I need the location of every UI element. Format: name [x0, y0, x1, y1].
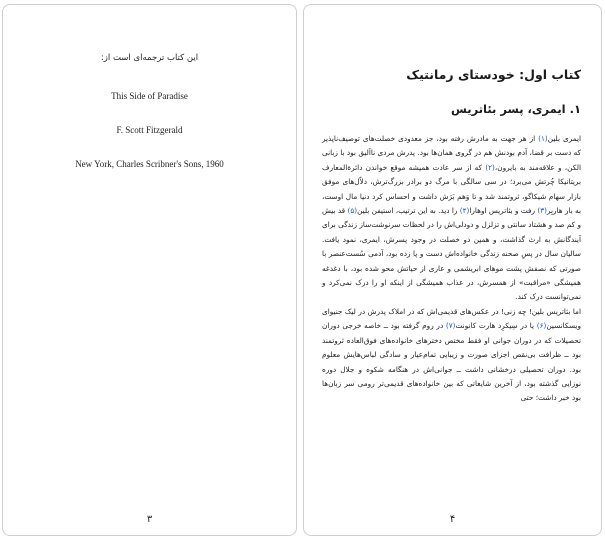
footnote-link[interactable]: (۶)	[536, 321, 547, 331]
original-author: F. Scott Fitzgerald	[116, 125, 183, 135]
text-run: در روم گرفته بود ــ خاصه خرجی دوران تحصیلات که در دوران جوانی او فقط مختص دخترهای خانواده‌های فوق‌العاده ثروتمند بود ــ ظرافت بی‌نقص اجزای صورت و زیبایی تمام‌عیار و سادگی لباس‌هایش معلوم بود. دوران تحصیلی درخشانی داشت ــ جوانی‌اش در هنگامه شکوه و جلال دوره نوزایی گذشته بود، از آخرین شایعاتی که بین خانواده‌های قدیمی‌تر رومی سر زبان‌ها بود خبر داشت؛ حتی	[322, 321, 581, 403]
text-run: را دید. به این ترتیب، استیفن بلین	[357, 206, 460, 216]
left-page	[2, 4, 297, 536]
text-run: یا در سِیکرِد هارت کانونت	[455, 321, 537, 331]
text-run: قد بیش و کم صد و هشتاد سانتی و تزلزل و دودلی‌اش را در لحظات سرنوشت‌ساز زندگی برای آیندگانش به ارث گذاشت، و همین دو خصلت در وجود پسرش، ایمری، نمود یافت. سالیان سال در پسِ صحنه زندگی خانواده‌اش دست و پا زده بود، آدمی سُست‌عنصر با صورتی که نصفش پشت موهای ابریشمی و عاری از حیاتش محو شده بود، با دغدغه همیشگی «مراقبت» از همسرش، در عذاب همیشگی از اینکه او را درک نمی‌کرد و نمی‌توانست درک کند.	[321, 206, 581, 302]
paragraph-2	[322, 305, 581, 406]
footnote-link[interactable]: (۳)	[537, 206, 547, 216]
book-part-title: کتاب اول: خودستای رمانتیک	[406, 67, 581, 82]
footnote-link[interactable]: (۴)	[459, 206, 470, 216]
copyright-block	[15, 53, 284, 193]
text-run: از هر جهت به مادرش رفته بود، جز معدودی خصلت‌های توصیف‌ناپذیر که دست بر قضا، آدم بودنش هم در گروی همان‌ها بود. پدرش مردی ناآلیق بود با زبانی الکن، و علاقه‌مند به بایرون،	[322, 134, 581, 172]
page-number-right: ۴	[449, 514, 456, 525]
text-run: اما بئاتریس بلین! چه زنی! در عکس‌های قدیمی‌اش که در املاک پدرش در لیک جنیوای ویسکانسین	[322, 306, 581, 331]
footnote-link[interactable]: (۱)	[538, 134, 548, 143]
footnote-link[interactable]: (۵)	[347, 206, 358, 216]
right-page	[303, 4, 602, 536]
translation-note: این کتاب ترجمه‌ای است از:	[100, 53, 199, 63]
text-run: رفت و بئاتریس اوهارا	[469, 206, 538, 216]
page-number-left: ۳	[146, 514, 153, 525]
chapter-content	[322, 67, 581, 406]
footnote-link[interactable]: (۲)	[485, 162, 495, 172]
text-run: ایمری بلین	[547, 134, 581, 143]
original-title: This Side of Paradise	[111, 91, 188, 101]
original-publisher: New York, Charles Scribner's Sons, 1960	[75, 159, 224, 169]
paragraph-1	[322, 132, 581, 305]
text-run: که از سر عادت همیشه موقع خواندن دائرةالمعارف بریتانیکا چُرتش می‌برد؛ در سی سالگی با مرگ دو برادر بزرگ‌ترش، دلاّل‌های موفق بازار سهام شیکاگو، ثروتمند شد و تا وَهم بَرَش داشت و احساس کرد دنیا مال اوست، به بار هاربِر	[322, 162, 581, 216]
footnote-link[interactable]: (۷)	[445, 321, 456, 331]
chapter-title: ۱. ایمری، پسر بئاتریس	[451, 102, 581, 116]
